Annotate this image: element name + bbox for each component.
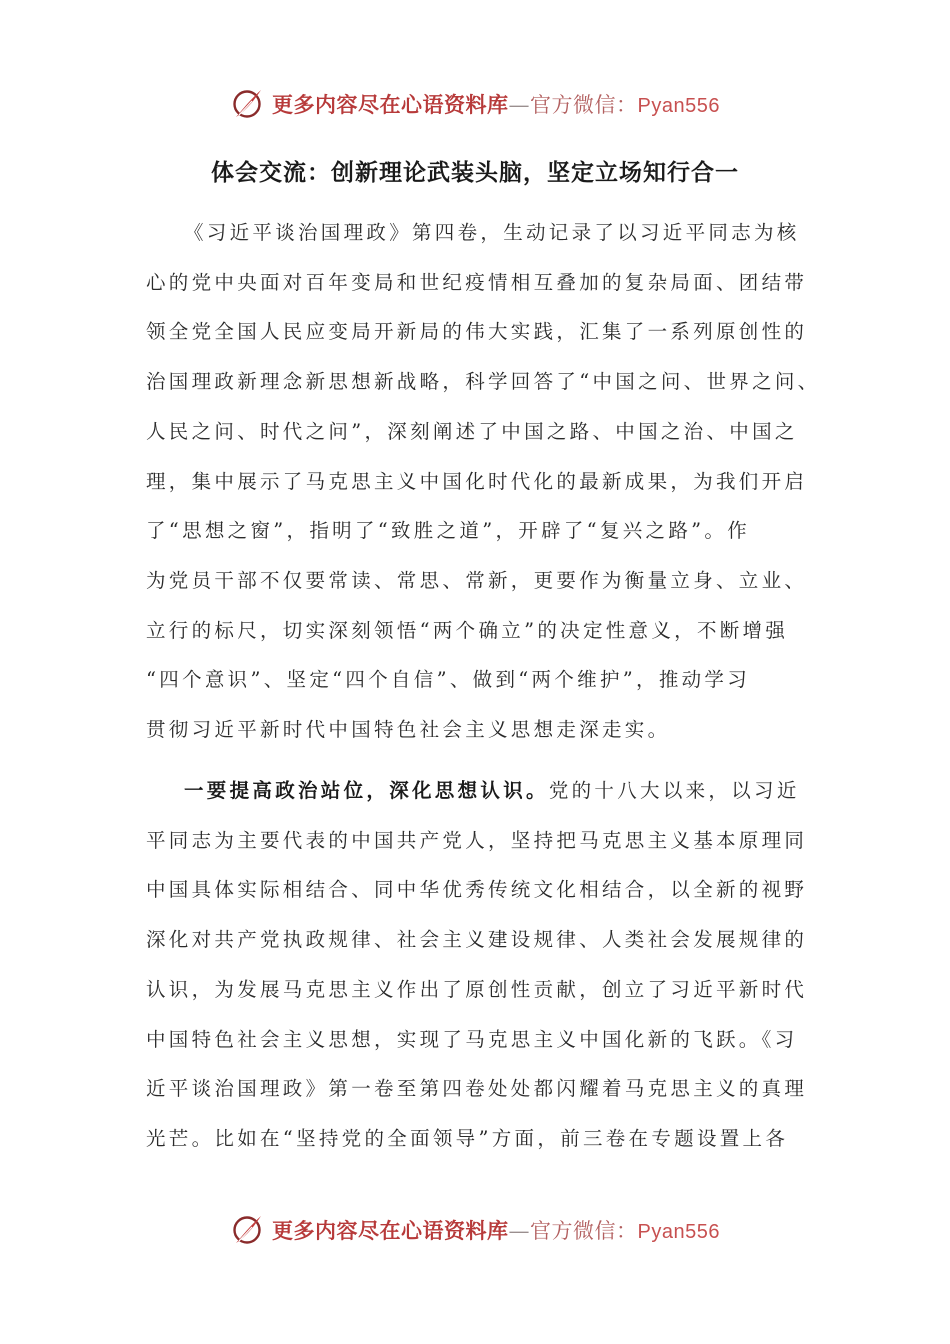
banner-wechat-label: 官方微信： xyxy=(530,93,638,117)
text-line: 治国理政新理念新思想新战略，科学回答了“中国之问、世界之问、 xyxy=(146,370,821,394)
paragraph-point-one xyxy=(146,766,806,1164)
text-line: 认识，为发展马克思主义作出了原创性贡献，创立了习近平新时代 xyxy=(146,977,808,1001)
header-banner xyxy=(0,82,950,126)
paragraph-intro xyxy=(146,208,821,755)
text-line: 光芒。比如在“坚持党的全面领导”方面，前三卷在专题设置上各 xyxy=(146,1126,789,1150)
text-line: 立行的标尺，切实深刻领悟“两个确立”的决定性意义，不断增强 xyxy=(146,618,789,642)
quill-pen-logo-icon xyxy=(230,1213,264,1247)
text-line: 贯彻习近平新时代中国特色社会主义思想走深走实。 xyxy=(146,718,671,742)
text-line: 人民之问、时代之问”，深刻阐述了中国之路、中国之治、中国之 xyxy=(146,419,798,443)
text-line: “四个意识”、坚定“四个自信”、做到“两个维护”，推动学习 xyxy=(146,668,751,692)
text-line xyxy=(146,766,806,816)
text-line: 心的党中央面对百年变局和世纪疫情相互叠加的复杂局面、团结带 xyxy=(146,270,808,294)
banner-separator: — xyxy=(508,1219,531,1243)
footer-banner xyxy=(0,1208,950,1252)
text-line: 理，集中展示了马克思主义中国化时代化的最新成果，为我们开启 xyxy=(146,469,808,493)
text-line: 领全党全国人民应变局开新局的伟大实践，汇集了一系列原创性的 xyxy=(146,320,808,344)
banner-text xyxy=(272,89,720,119)
text-line-rest: 党的十八大以来，以习近 xyxy=(548,779,800,802)
banner-wechat-id: Pyan556 xyxy=(637,1221,720,1243)
text-line: 近平谈治国理政》第一卷至第四卷处处都闪耀着马克思主义的真理 xyxy=(146,1077,808,1101)
banner-wechat-label: 官方微信： xyxy=(530,1219,638,1243)
quill-pen-logo-icon xyxy=(230,87,264,121)
text-line: 《习近平谈治国理政》第四卷，生动记录了以习近平同志为核 xyxy=(184,221,800,244)
text-line: 了“思想之窗”，指明了“致胜之道”，开辟了“复兴之路”。作 xyxy=(146,519,751,543)
text-line: 平同志为主要代表的中国共产党人，坚持把马克思主义基本原理同 xyxy=(146,828,808,852)
text-line: 中国特色社会主义思想，实现了马克思主义中国化新的飞跃。《习 xyxy=(146,1027,798,1051)
section-lead-heading: 一要提高政治站位，深化思想认识。 xyxy=(184,779,549,802)
banner-brand: 更多内容尽在心语资料库 xyxy=(272,92,509,117)
banner-brand: 更多内容尽在心语资料库 xyxy=(272,1218,509,1243)
text-line: 深化对共产党执政规律、社会主义建设规律、人类社会发展规律的 xyxy=(146,928,808,952)
banner-separator: — xyxy=(508,93,531,117)
document-title: 体会交流：创新理论武装头脑，坚定立场知行合一 xyxy=(211,159,739,186)
text-line: 中国具体实际相结合、同中华优秀传统文化相结合，以全新的视野 xyxy=(146,878,808,902)
text-line: 为党员干部不仅要常读、常思、常新，更要作为衡量立身、立业、 xyxy=(146,568,808,592)
banner-text xyxy=(272,1215,720,1245)
banner-wechat-id: Pyan556 xyxy=(637,95,720,117)
